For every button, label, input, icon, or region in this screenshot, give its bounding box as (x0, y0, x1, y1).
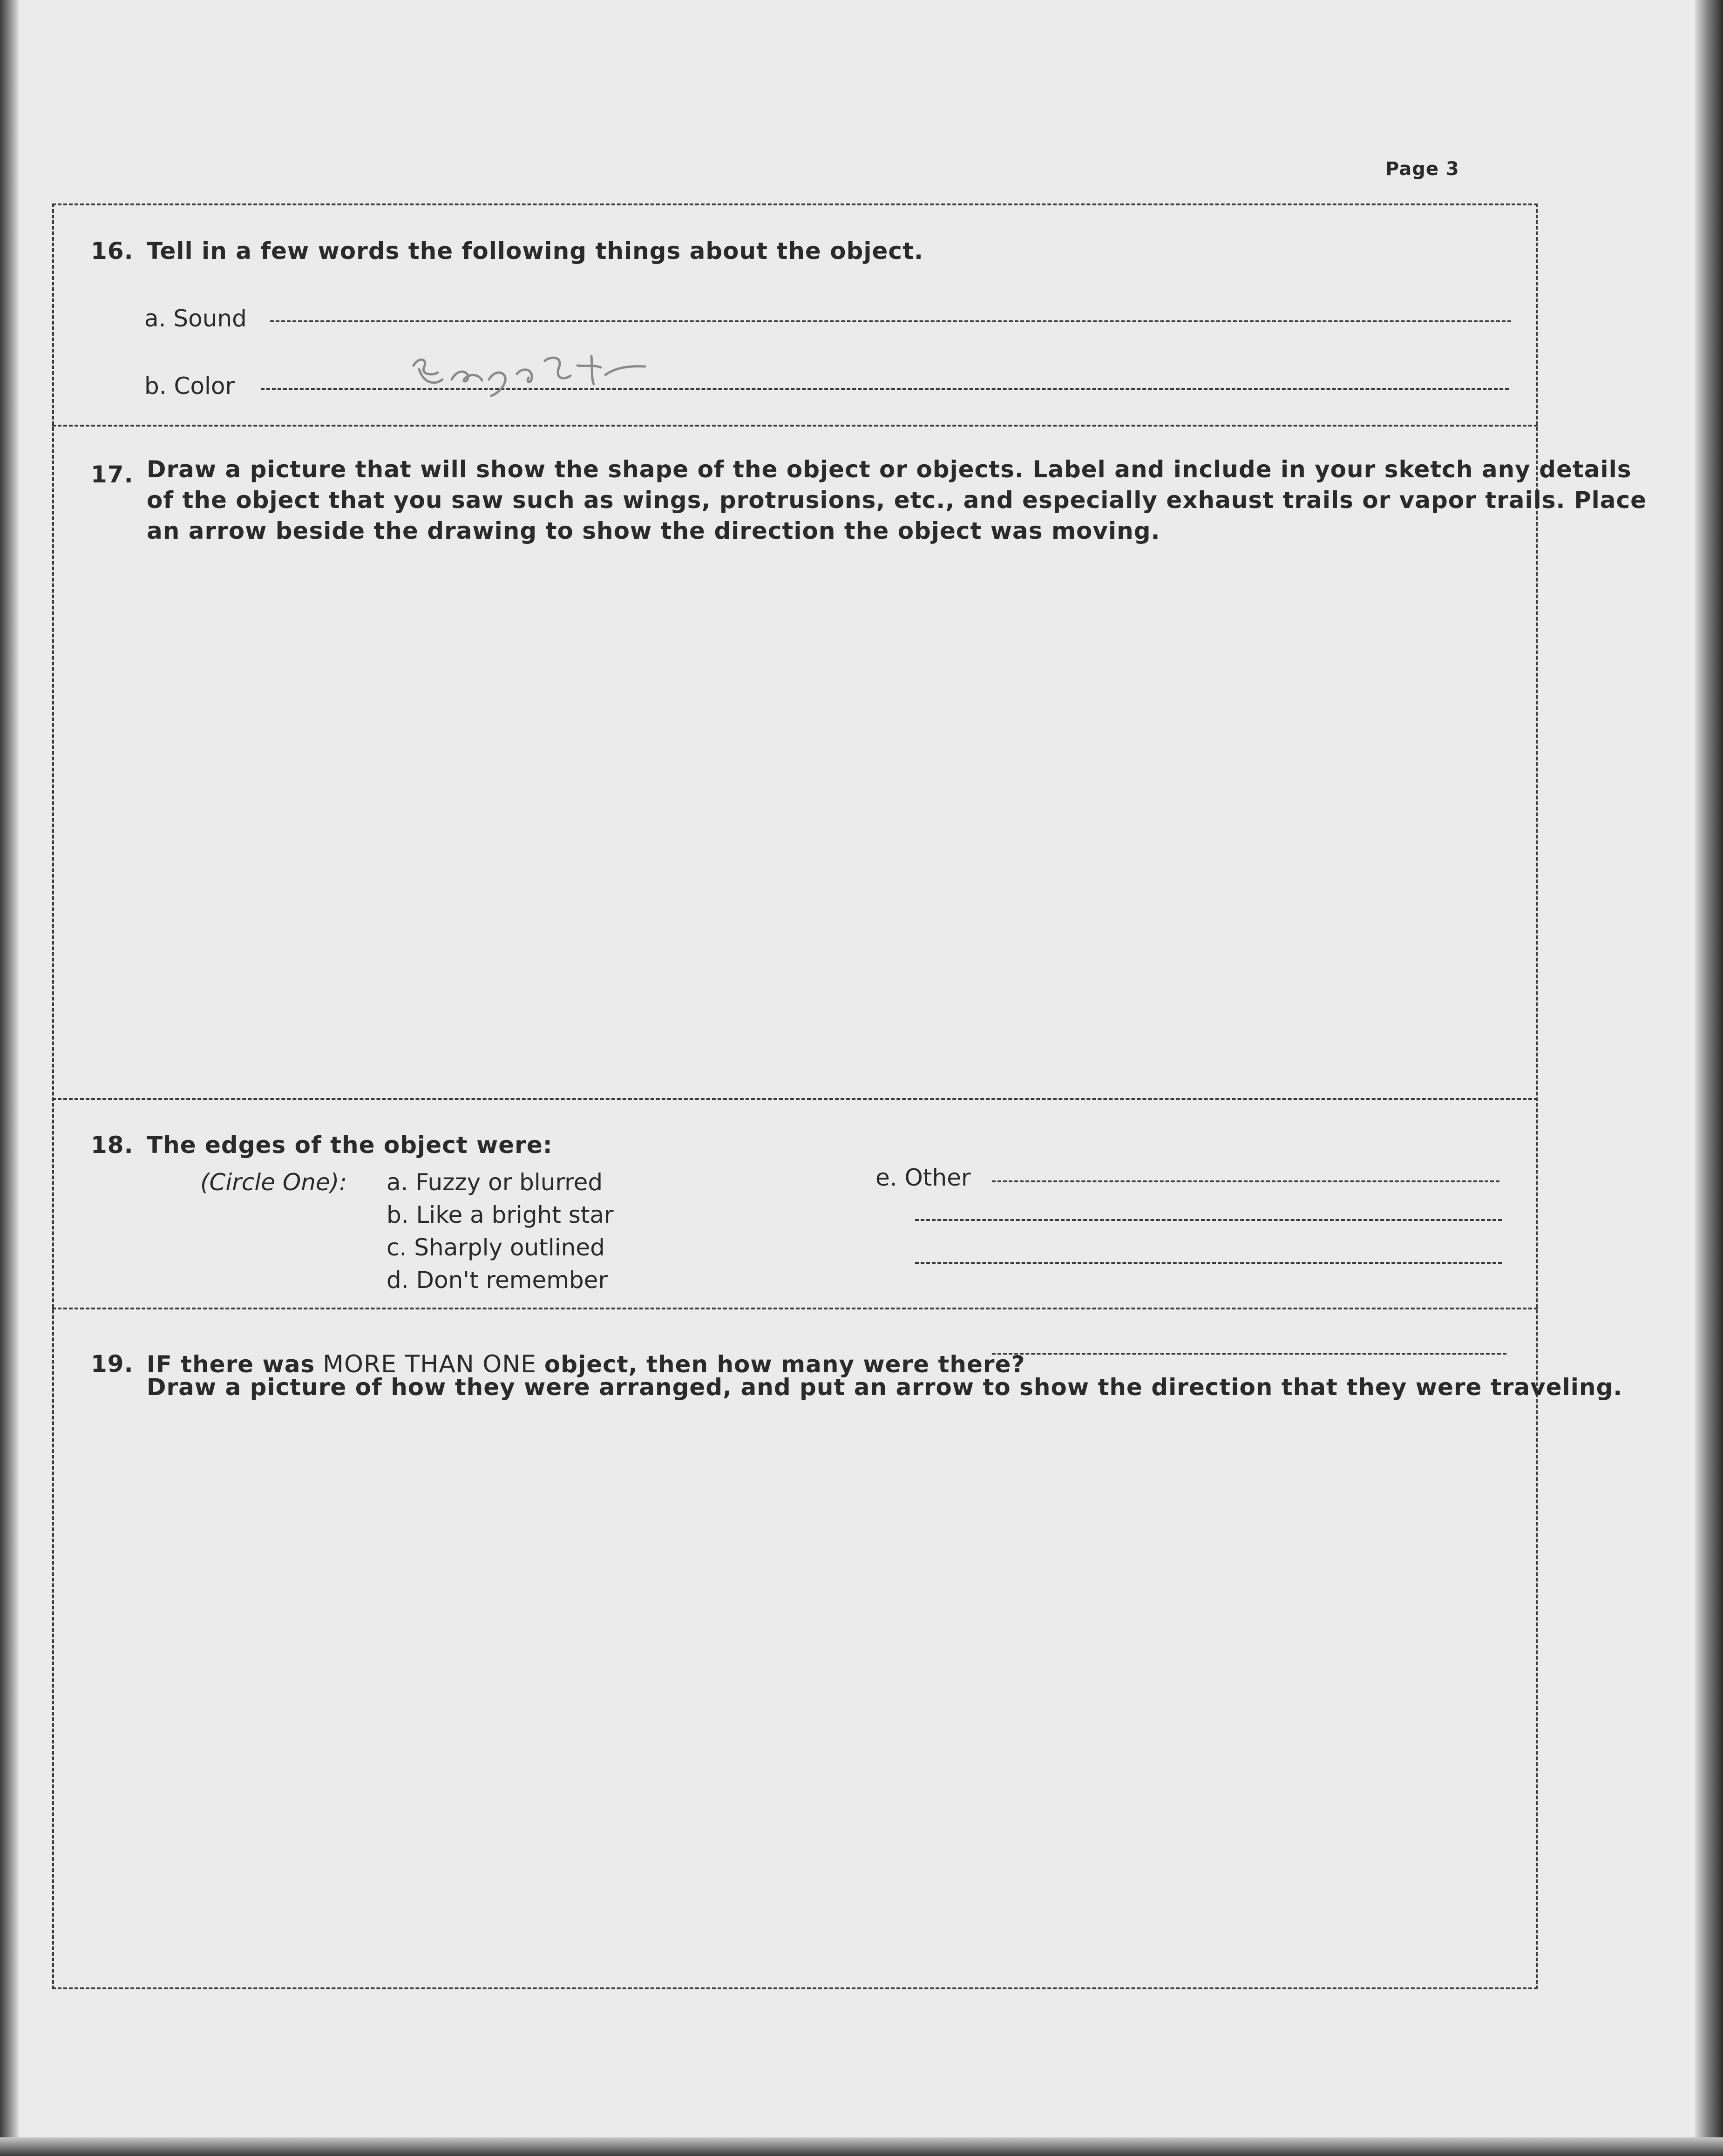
question-18-prompt: The edges of the object were: (147, 1132, 553, 1159)
handwritten-color-answer (410, 347, 652, 398)
question-17-number: 17. (91, 461, 134, 488)
question-17-line: an arrow beside the drawing to show the direction the object was moving. (147, 517, 1160, 544)
question-19-suffix: object, then how many were there? (544, 1351, 1025, 1378)
scan-edge-right (1695, 0, 1723, 2156)
question-17-line: of the object that you saw such as wings, protrusions, etc., and especially exhaust trails or vapor trails. Place (147, 487, 1647, 514)
question-19-line-2: Draw a picture of how they were arranged, and put an arrow to show the direction that they were traveling. (147, 1374, 1623, 1401)
circle-one-instruction: (Circle One): (200, 1169, 347, 1196)
sound-label: a. Sound (144, 305, 247, 332)
question-16-number: 16. (91, 237, 134, 264)
question-19-emphasis: MORE THAN ONE (323, 1350, 537, 1378)
section-divider-18-19 (52, 1308, 1538, 1309)
question-17-instructions (147, 454, 1647, 546)
color-label: b. Color (144, 373, 235, 400)
page-number: Page 3 (1385, 158, 1459, 180)
option-dont-remember[interactable]: d. Don't remember (387, 1267, 608, 1294)
sound-answer-line[interactable] (270, 320, 1511, 322)
question-18-number: 18. (91, 1132, 134, 1159)
other-answer-line-2[interactable] (915, 1219, 1502, 1221)
option-bright-star[interactable]: b. Like a bright star (387, 1201, 614, 1228)
section-divider-16-17 (52, 425, 1538, 427)
scan-edge-bottom (0, 2137, 1723, 2156)
question-17-drawing-area[interactable] (70, 559, 1513, 1090)
how-many-answer-line[interactable] (992, 1353, 1506, 1355)
question-19-number: 19. (91, 1350, 134, 1377)
question-19-drawing-area[interactable] (70, 1425, 1513, 1974)
option-other[interactable]: e. Other (875, 1164, 971, 1191)
scan-edge-left (0, 0, 19, 2156)
other-answer-line-1[interactable] (992, 1180, 1499, 1182)
other-answer-line-3[interactable] (915, 1262, 1502, 1264)
section-divider-17-18 (52, 1098, 1538, 1100)
question-17-line: Draw a picture that will show the shape of the object or objects. Label and include in your sketch any details (147, 456, 1632, 483)
question-16-prompt: Tell in a few words the following things about the object. (147, 237, 923, 264)
option-fuzzy[interactable]: a. Fuzzy or blurred (387, 1169, 603, 1196)
question-19-prefix: IF there was (147, 1351, 315, 1378)
option-sharply-outlined[interactable]: c. Sharply outlined (387, 1234, 605, 1261)
